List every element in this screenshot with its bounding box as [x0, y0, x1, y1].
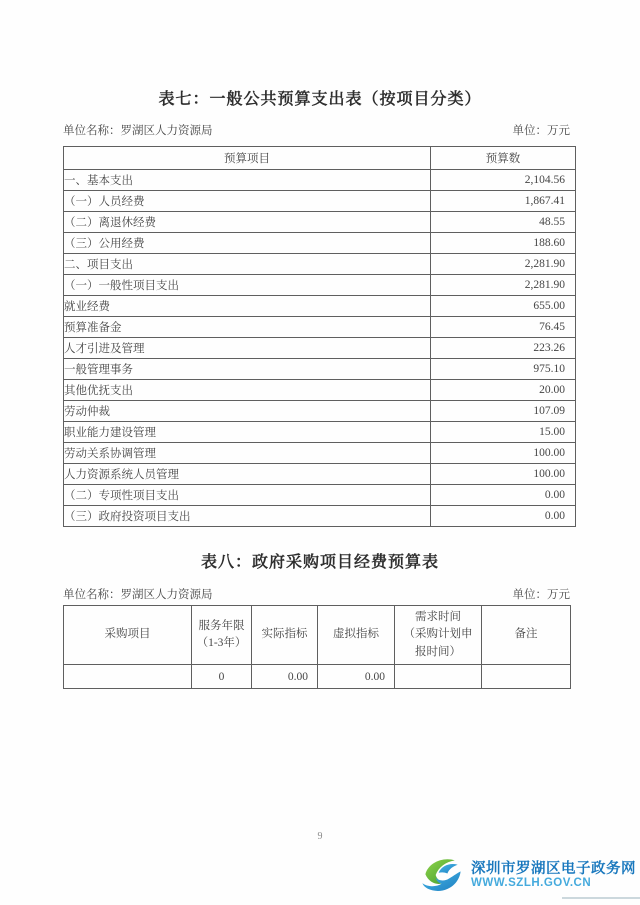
column-header-amount: 预算数	[431, 147, 576, 170]
site-url: WWW.SZLH.GOV.CN	[471, 877, 592, 890]
cell-service-years: 0	[192, 665, 252, 689]
column-header-service-years: 服务年限 （1-3年）	[192, 606, 252, 665]
table-row: （二）专项性项目支出 0.00	[64, 485, 576, 506]
table7-meta	[63, 122, 570, 138]
table-row: 人才引进及管理 223.26	[64, 338, 576, 359]
table-row: 劳动关系协调管理 100.00	[64, 443, 576, 464]
column-header-actual-quota: 实际指标	[252, 606, 318, 665]
table-row: （二）离退休经费 48.55	[64, 212, 576, 233]
table8-meta	[63, 586, 570, 602]
table-header-row	[64, 606, 571, 665]
cell-remark	[482, 665, 571, 689]
footer-branding	[421, 855, 636, 895]
cell-actual-quota: 0.00	[252, 665, 318, 689]
table-row: 预算准备金 76.45	[64, 317, 576, 338]
cell-demand-time	[395, 665, 482, 689]
footer-text	[471, 861, 636, 890]
table8-unit-name: 单位名称：罗湖区人力资源局	[63, 589, 213, 601]
column-header-remark: 备注	[482, 606, 571, 665]
cell-virtual-quota: 0.00	[318, 665, 395, 689]
budget-expenditure-table	[63, 146, 576, 527]
table7-unit-name: 单位名称：罗湖区人力资源局	[63, 125, 213, 137]
procurement-budget-table	[63, 605, 571, 689]
table-row: 二、项目支出 2,281.90	[64, 254, 576, 275]
table-row: （三）政府投资项目支出 0.00	[64, 506, 576, 527]
table-row: 就业经费 655.00	[64, 296, 576, 317]
luohu-egov-logo-icon	[421, 855, 465, 895]
table-row: 人力资源系统人员管理 100.00	[64, 464, 576, 485]
table-row: 职业能力建设管理 15.00	[64, 422, 576, 443]
table-row: 一般管理事务 975.10	[64, 359, 576, 380]
column-header-virtual-quota: 虚拟指标	[318, 606, 395, 665]
table-header-row	[64, 147, 576, 170]
table-row: （一）人员经费 1,867.41	[64, 191, 576, 212]
table-row: 劳动仲裁 107.09	[64, 401, 576, 422]
table8-title: 表八：政府采购项目经费预算表	[200, 554, 439, 571]
table-row: （一）一般性项目支出 2,281.90	[64, 275, 576, 296]
column-header-item: 预算项目	[64, 147, 431, 170]
table8-unit: 单位：万元	[512, 589, 570, 601]
site-name: 深圳市罗湖区电子政务网	[471, 860, 636, 877]
table-row: 其他优抚支出 20.00	[64, 380, 576, 401]
table7-unit: 单位：万元	[512, 125, 570, 137]
column-header-demand-time: 需求时间 （采购计划申 报时间）	[395, 606, 482, 665]
scan-edge-artifact	[562, 897, 640, 899]
table-row: （三）公用经费 188.60	[64, 233, 576, 254]
column-header-procurement-item: 采购项目	[64, 606, 192, 665]
table7-title: 表七：一般公共预算支出表（按项目分类）	[158, 91, 482, 108]
cell-procurement-item	[64, 665, 192, 689]
table-row	[64, 665, 571, 689]
page-number: 9	[317, 831, 323, 842]
table-row: 一、基本支出 2,104.56	[64, 170, 576, 191]
